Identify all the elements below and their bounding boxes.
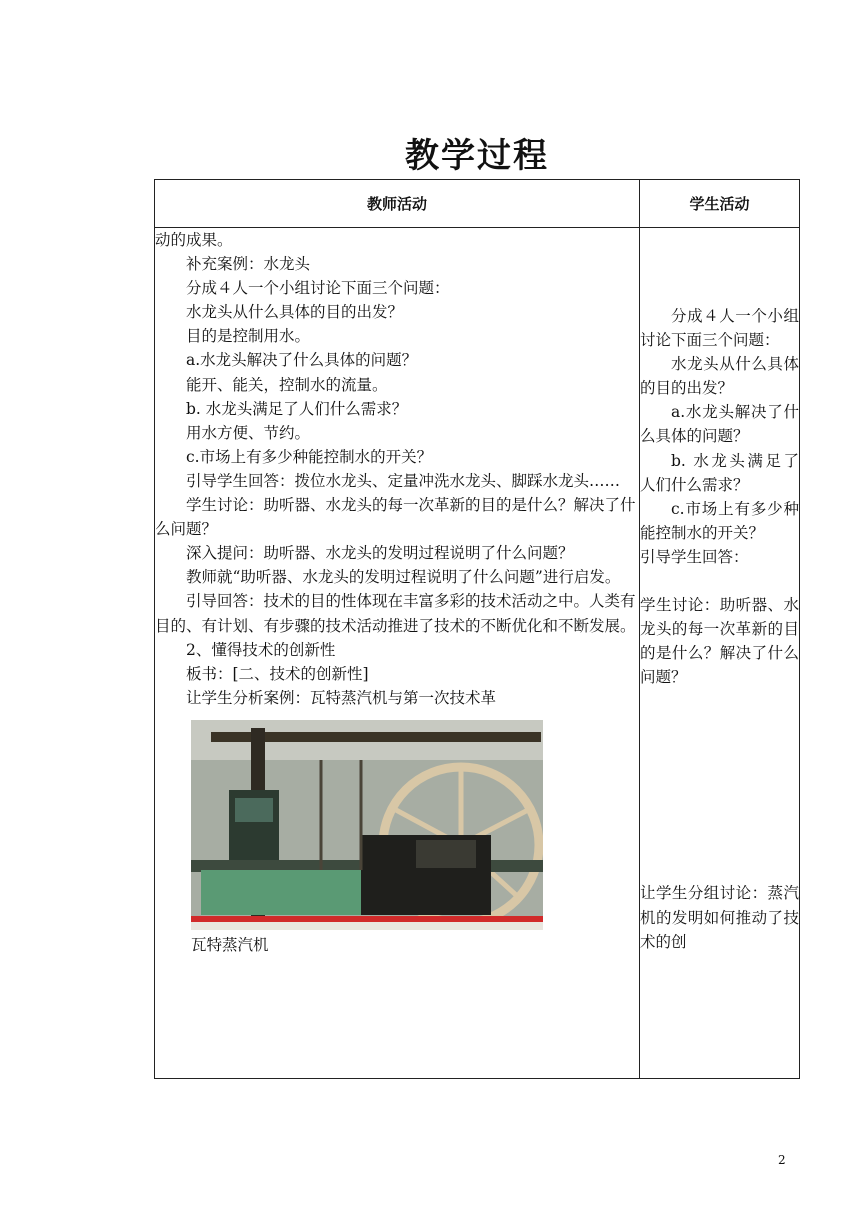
teacher-line: 动的成果。 [155,231,233,249]
teacher-activity-cell [155,228,640,1079]
teacher-line: b. 水龙头满足了人们什么需求？ [186,399,408,418]
student-line: 分成４人一个小组讨论下面三个问题： [640,307,799,350]
teacher-line: 引导学生回答：拨位水龙头、定量冲洗水龙头、脚踩水龙头…… [186,471,621,490]
student-line: b. 水龙头满足了人们什么需求？ [640,451,799,494]
teacher-line: 引导回答：技术的目的性体现在丰富多彩的技术活动之中。人类有目的、有计划、有步骤的技术活动推进了技术的不断优化和不断发展。 [155,592,636,635]
teacher-line: 教师就“助听器、水龙头的发明过程说明了什么问题”进行启发。 [186,568,621,587]
student-activity-cell [640,228,800,1079]
teacher-line: 能开、能关，控制水的流量。 [186,375,388,394]
teacher-line: c.市场上有多少种能控制水的开关？ [186,447,433,466]
content-row [155,228,800,1079]
teacher-line: 分成４人一个小组讨论下面三个问题： [186,279,450,298]
teacher-line: 用水方便、节约。 [186,423,311,442]
header-row [155,180,800,228]
teacher-line: 2、懂得技术的创新性 [186,640,336,659]
student-activity-header: 学生活动 [640,180,800,228]
teacher-line: a.水龙头解决了什么具体的问题？ [186,351,418,370]
page-title: 教学过程 [405,136,549,176]
teacher-line: 补充案例：水龙头 [186,255,311,274]
student-line: 水龙头从什么具体的目的出发？ [640,355,799,398]
student-line: 学生讨论：助听器、水龙头的每一次革新的目的是什么？解决了什么问题？ [640,596,799,687]
lesson-table [154,179,800,1079]
teacher-line: 目的是控制用水。 [186,327,311,346]
image-caption: 瓦特蒸汽机 [191,935,269,954]
student-line: 让学生分组讨论：蒸汽机的发明如何推动了技术的创 [640,884,799,951]
teacher-line: 板书：[二、技术的创新性] [186,664,369,683]
teacher-line: 学生讨论：助听器、水龙头的每一次革新的目的是什么？解决了什么问题？ [155,496,636,539]
teacher-line: 深入提问：助听器、水龙头的发明过程说明了什么问题？ [186,544,574,563]
student-line: a.水龙头解决了什么具体的问题？ [640,403,799,446]
steam-engine-photo [191,720,543,930]
student-line: 引导学生回答： [640,547,749,566]
teacher-line: 让学生分析案例：瓦特蒸汽机与第一次技术革 [186,688,497,707]
student-line: c.市场上有多少种能控制水的开关？ [640,499,799,542]
steam-engine-illustration [191,720,543,930]
teacher-activity-header: 教师活动 [155,180,640,228]
teacher-line: 水龙头从什么具体的目的出发？ [186,303,404,322]
page-number: 2 [778,1153,786,1167]
